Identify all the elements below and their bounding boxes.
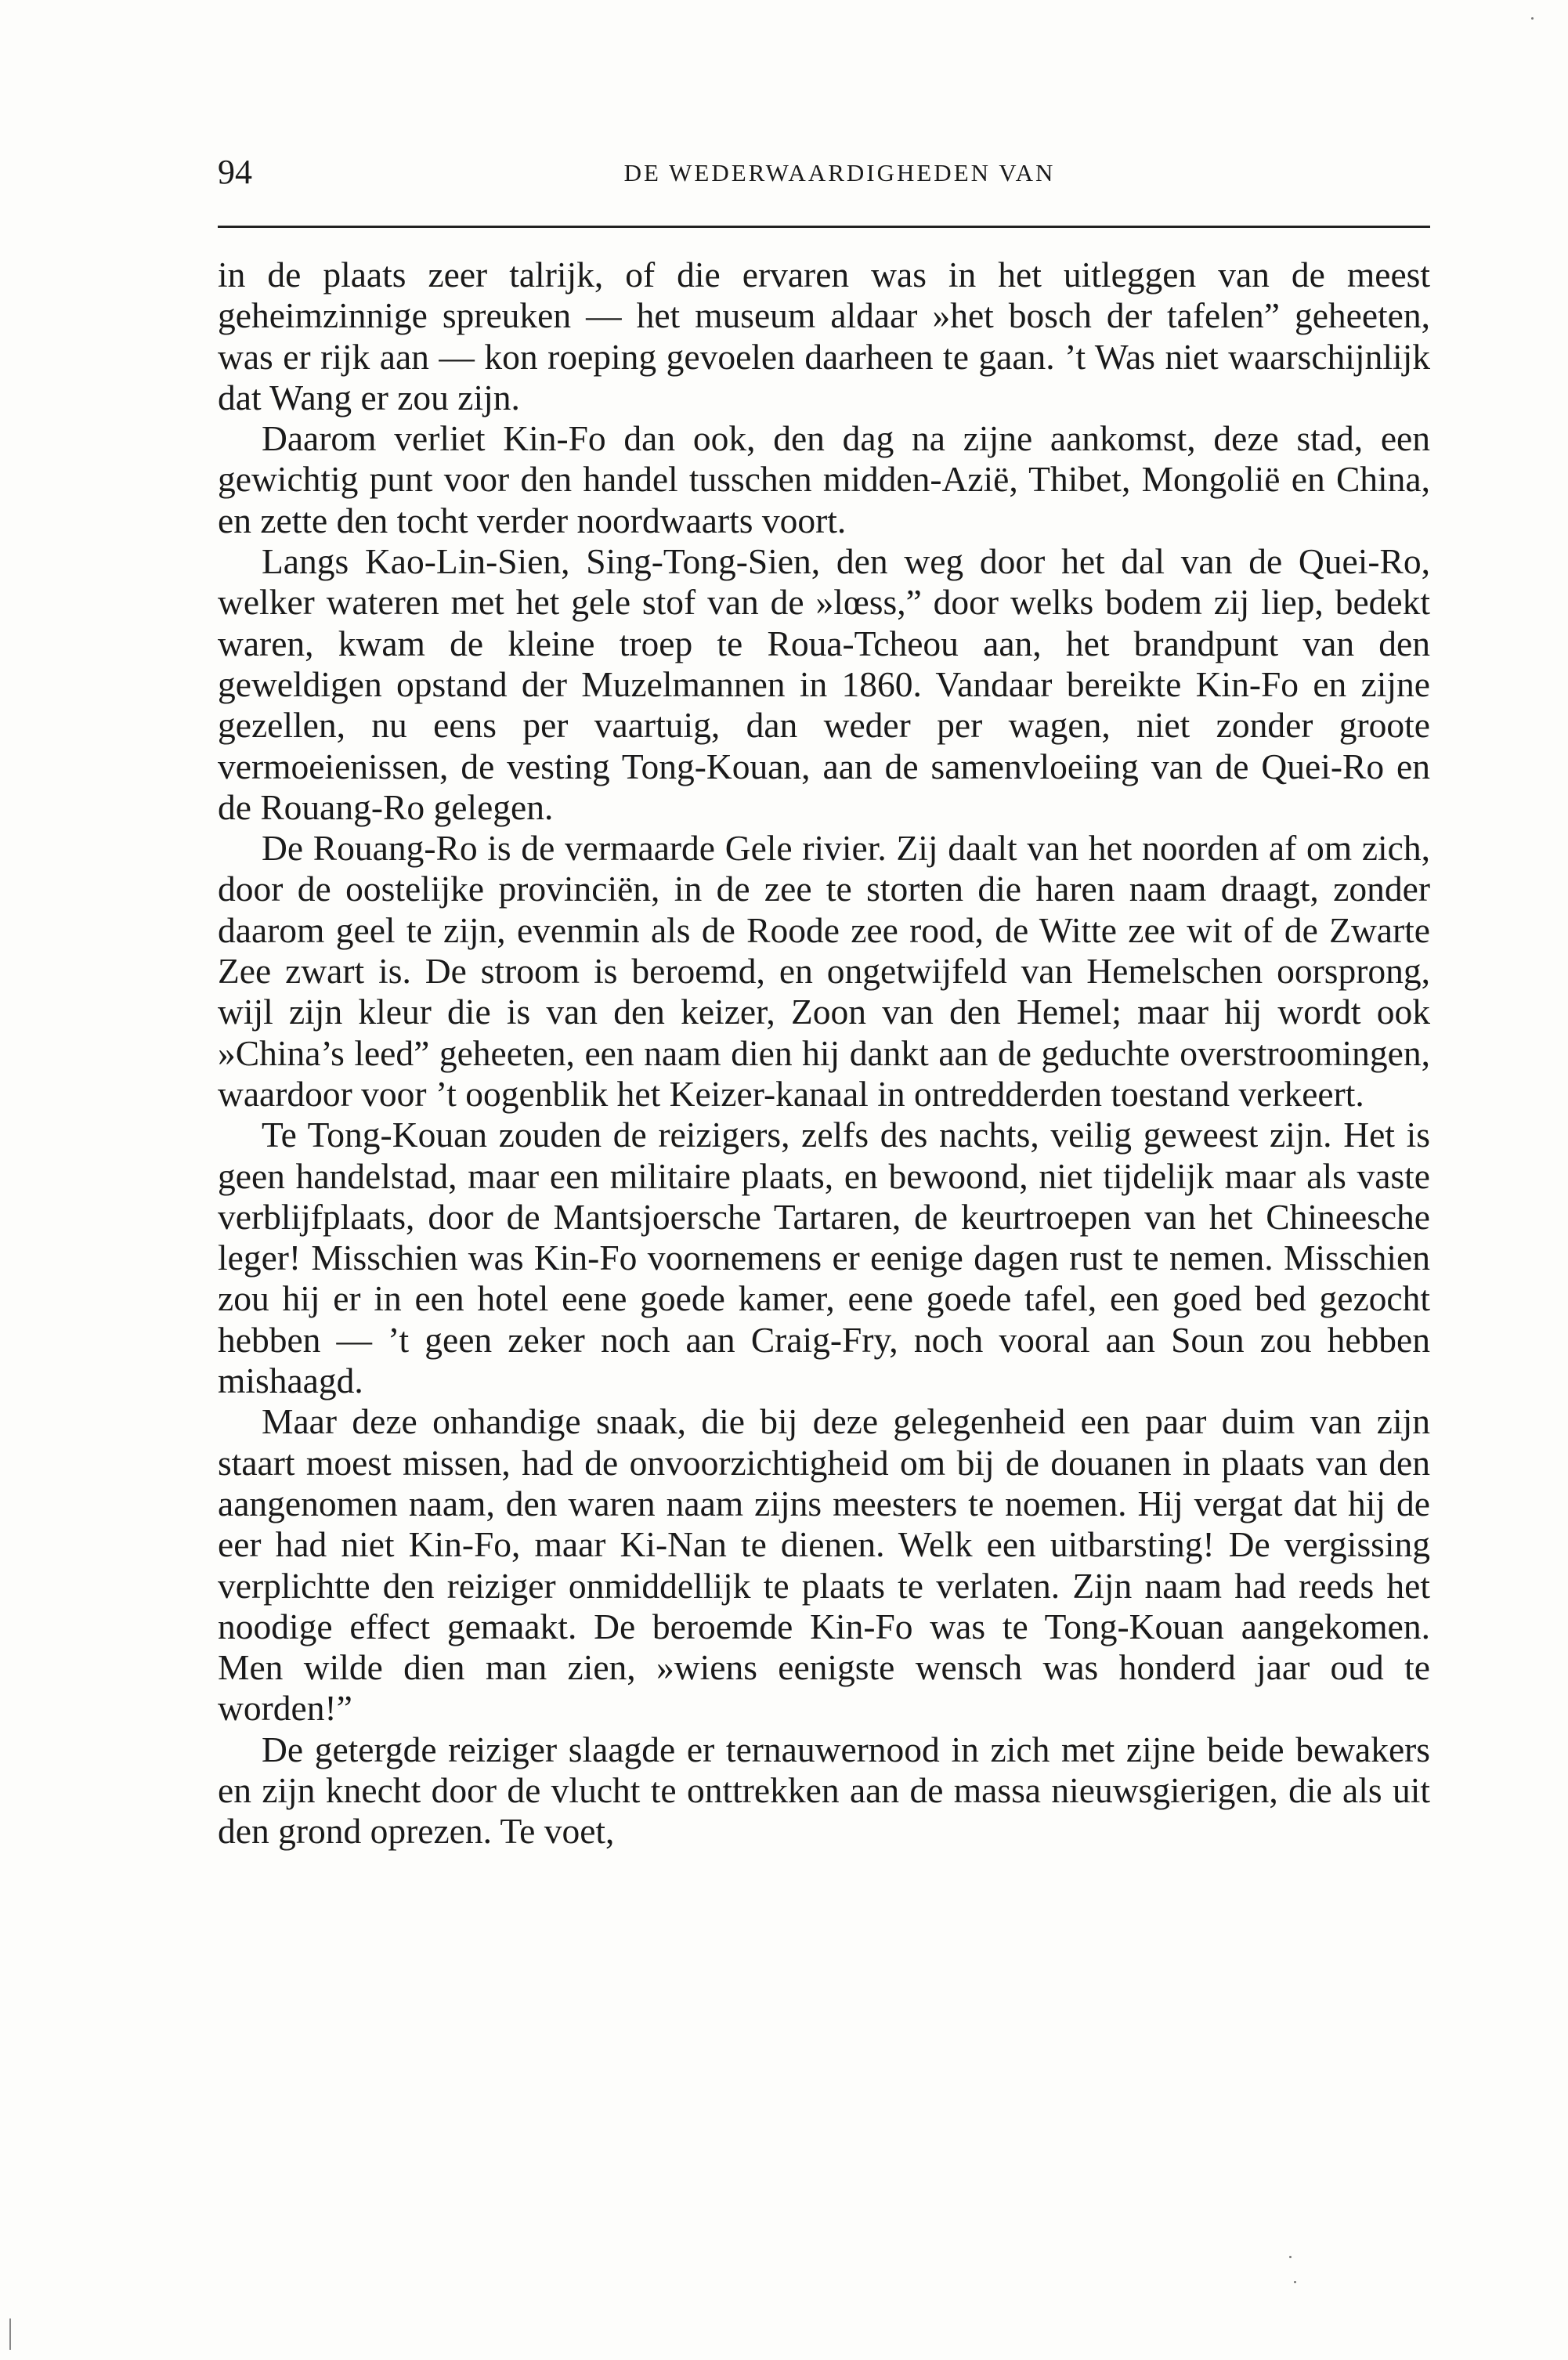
- paragraph: De Rouang-Ro is de vermaarde Gele rivier. Zij daalt van het noorden af om zich, door de oostelijke provinciën, in de zee te storten die haren naam draagt, zonder daarom geel te zijn, evenmin als de Roode zee rood, de Witte zee wit of de Zwarte Zee zwart is. De stroom is beroemd, en ongetwijfeld van Hemelschen oorsprong, wijl zijn kleur die is van den keizer, Zoon van den Hemel; maar hij wordt ook »China’s leed” geheeten, een naam dien hij dankt aan de geduchte overstroomingen, waardoor voor ’t oogenblik het Keizer-kanaal in ontredderden toestand verkeert.: [218, 828, 1430, 1114]
- header-rule: [218, 226, 1430, 228]
- paper-speck: [1294, 2281, 1296, 2283]
- page-number: 94: [218, 153, 252, 191]
- paragraph: Maar deze onhandige snaak, die bij deze gelegenheid een paar duim van zijn staart moest missen, had de onvoorzichtigheid om bij de douanen in plaats van den aangenomen naam, den waren naam zijns meesters te noemen. Hij vergat dat hij de eer had niet Kin-Fo, maar Ki-Nan te dienen. Welk een uitbarsting! De vergissing verplichtte den reiziger onmiddellijk te plaats te verlaten. Zijn naam had reeds het noodige effect gemaakt. De beroemde Kin-Fo was te Tong-Kouan aangekomen. Men wilde dien man zien, »wiens eenigste wensch was honderd jaar oud te worden!”: [218, 1401, 1430, 1729]
- page-header: [218, 153, 1430, 200]
- paragraph-continued: in de plaats zeer talrijk, of die ervaren was in het uitleggen van de meest geheimzinnige spreuken — het museum aldaar »het bosch der tafelen” geheeten, was er rijk aan — kon roeping gevoelen daarheen te gaan. ’t Was niet waarschijnlijk dat Wang er zou zijn.: [218, 255, 1430, 417]
- paper-speck: [1289, 2256, 1292, 2258]
- body-text: [218, 255, 1430, 1852]
- paragraph: Langs Kao-Lin-Sien, Sing-Tong-Sien, den weg door het dal van de Quei-Ro, welker wateren met het gele stof van de »lœss,” door welks bodem zij liep, bedekt waren, kwam de kleine troep te Roua-Tcheou aan, het brandpunt van den geweldigen opstand der Muzelmannen in 1860. Vandaar bereikte Kin-Fo en zijne gezellen, nu eens per vaartuig, dan weder per wagen, niet zonder groote vermoeienissen, de vesting Tong-Kouan, aan de samenvloeiing van de Quei-Ro en de Rouang-Ro gelegen.: [218, 541, 1430, 827]
- running-title: DE WEDERWAARDIGHEDEN VAN: [623, 159, 1056, 186]
- paragraph: Te Tong-Kouan zouden de reizigers, zelfs des nachts, veilig geweest zijn. Het is geen handelstad, maar een militaire plaats, en bewoond, niet tijdelijk maar als vaste verblijfplaats, door de Mantsjoersche Tartaren, de keurtroepen van het Chineesche leger! Misschien was Kin-Fo voornemens er eenige dagen rust te nemen. Misschien zou hij er in een hotel eene goede kamer, eene goede tafel, een goed bed gezocht hebben — ’t geen zeker noch aan Craig-Fry, noch vooral aan Soun zou hebben mishaagd.: [218, 1115, 1430, 1401]
- edge-mark: [9, 2318, 11, 2350]
- paragraph: Daarom verliet Kin-Fo dan ook, den dag na zijne aankomst, deze stad, een gewichtig punt voor den handel tusschen midden-Azië, Thibet, Mongolië en China, en zette den tocht verder noordwaarts voort.: [218, 418, 1430, 540]
- paper-speck: [1531, 17, 1534, 20]
- paragraph: De getergde reiziger slaagde er ternauwernood in zich met zijne beide bewakers en zijn knecht door de vlucht te onttrekken aan de massa nieuwsgierigen, die als uit den grond oprezen. Te voet,: [218, 1729, 1430, 1852]
